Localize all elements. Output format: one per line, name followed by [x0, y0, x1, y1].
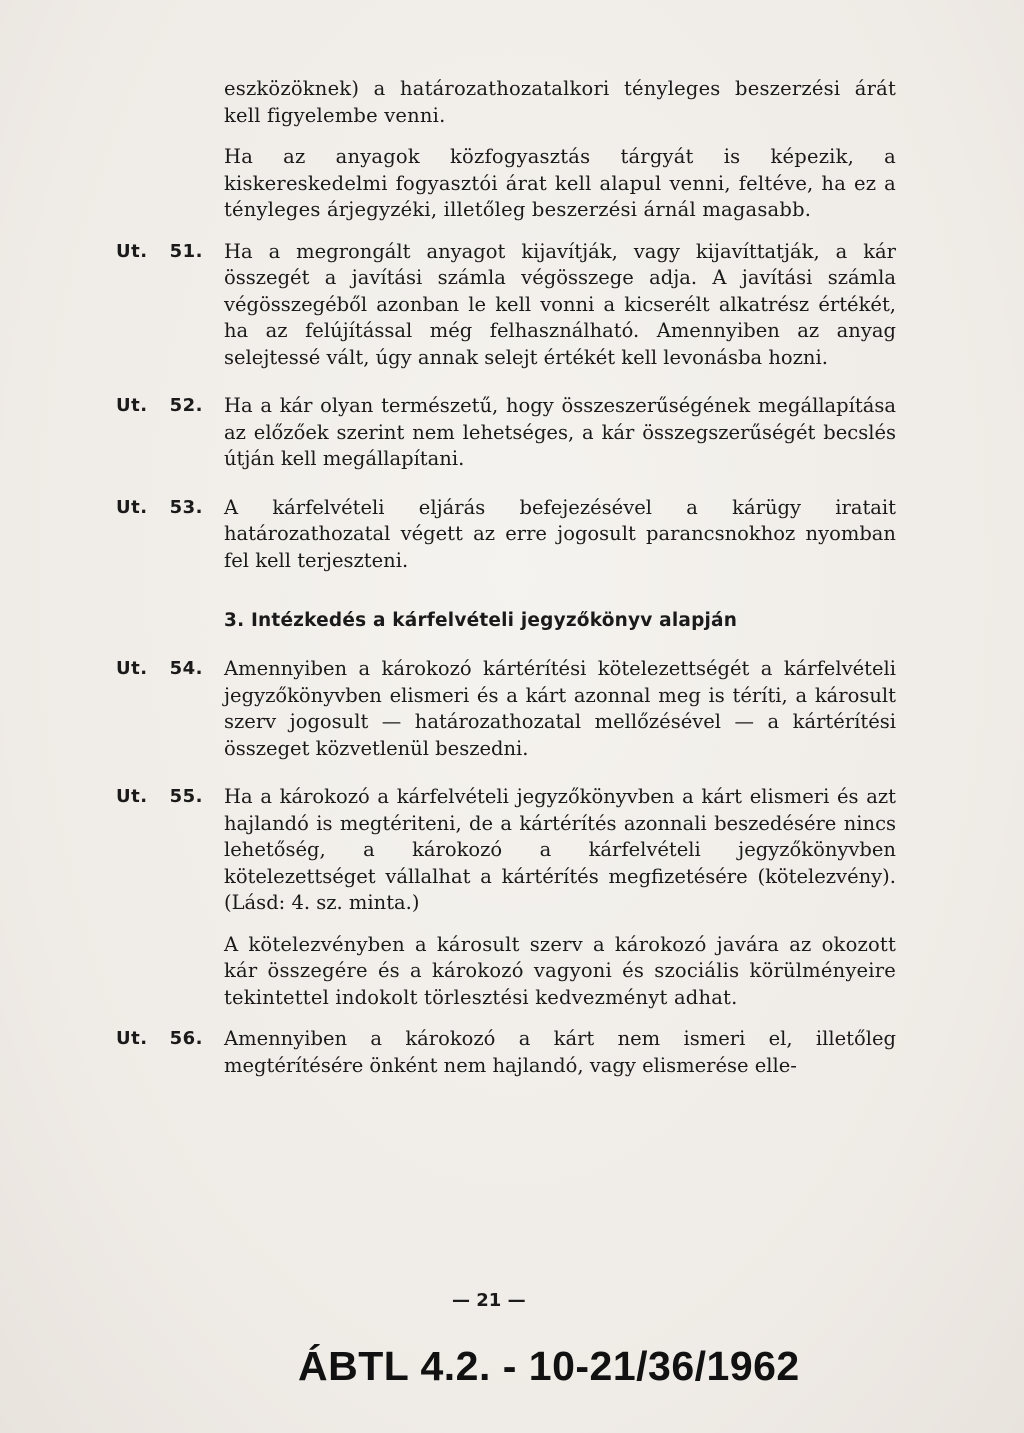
section-prefix: Ut. [116, 786, 148, 807]
section-number: 55. [169, 786, 203, 807]
section-prefix: Ut. [116, 496, 148, 518]
section-text: Amennyiben a károkozó a kárt nem ismeri el, illetőleg megtérítésére önként nem hajlandó, vagy elismerése elle- [224, 1027, 896, 1077]
section-53 [116, 495, 896, 575]
section-number: 54. [169, 658, 203, 679]
archive-reference: ÁBTL 4.2. - 10-21/36/1962 [298, 1343, 800, 1389]
section-heading: 3. Intézkedés a kárfelvételi jegyzőkönyv alapján [224, 610, 738, 631]
section-prefix: Ut. [116, 240, 148, 262]
section-number: 51. [169, 240, 203, 262]
section-prefix: Ut. [116, 1028, 148, 1049]
paragraph-continuation: eszközöknek) a határozathozatalkori tényleges beszerzési árát kell figyelembe venni. [224, 77, 896, 127]
paragraph-installment: A kötelezvényben a károsult szerv a károkozó javára az okozott kár összegére és a károkozó vagyoni és szociális körülményeire tekintettel indokolt törlesztési kedvezményt adhat. [224, 932, 896, 1009]
section-number: 52. [169, 395, 203, 416]
section-label [116, 656, 224, 683]
section-text: Ha a kár olyan természetű, hogy összeszerűségének megállapítása az előzőek szerint nem lehetséges, a kár összegszerűségét becslés útján kell megállapítani. [224, 394, 896, 470]
section-55 [116, 784, 896, 917]
section-text: Ha a károkozó a kárfelvételi jegyzőkönyvben a kárt elismeri és azt hajlandó is megtériteni, de a kártérítés azonnali beszedésére nincs lehetőség, a károkozó a kárfelvételi jegyzőkönyvben kötelezettséget vállalhat a kártérítés megfizetésére (kötelezvény). (Lásd: 4. sz. minta.) [224, 785, 896, 914]
paragraph-consumer-price: Ha az anyagok közfogyasztás tárgyát is képezik, a kiskereskedelmi fogyasztói árat kell alapul venni, feltéve, ha ez a tényleges árjegyzéki, illetőleg beszerzési árnál magasabb. [224, 145, 896, 221]
page-content [116, 76, 896, 1079]
section-label [116, 239, 224, 266]
section-label [116, 495, 224, 522]
section-54 [116, 656, 896, 762]
section-56 [116, 1026, 896, 1079]
section-number: 53. [169, 496, 203, 518]
section-51 [116, 239, 896, 372]
section-number: 56. [169, 1028, 203, 1049]
section-text: Ha a megrongált anyagot kijavítják, vagy kijavíttatják, a kár összegét a javítási számla végösszege adja. A javítási számla végösszegéből azonban le kell vonni a kicserélt alkatrész értékét, ha az felújítással még felhasználható. Amennyiben az anyag selejtessé vált, úgy annak selejt értékét kell levonásba hozni. [224, 239, 896, 369]
section-52 [116, 393, 896, 473]
section-prefix: Ut. [116, 658, 148, 679]
section-text: Amennyiben a károkozó kártérítési kötelezettségét a kárfelvételi jegyzőkönyvben elismeri és a kárt azonnal meg is téríti, a károsult szerv jogosult — határozathozatal mellőzésével — a kártérítési összeget közvetlenül beszedni. [224, 657, 896, 760]
page-number: — 21 — [452, 1290, 526, 1311]
section-label [116, 784, 224, 811]
section-label [116, 1026, 224, 1053]
section-label [116, 393, 224, 420]
section-prefix: Ut. [116, 395, 148, 416]
section-text: A kárfelvételi eljárás befejezésével a kárügy iratait határozathozatal végett az erre jogosult parancsnokhoz nyomban fel kell terjeszteni. [224, 495, 896, 572]
